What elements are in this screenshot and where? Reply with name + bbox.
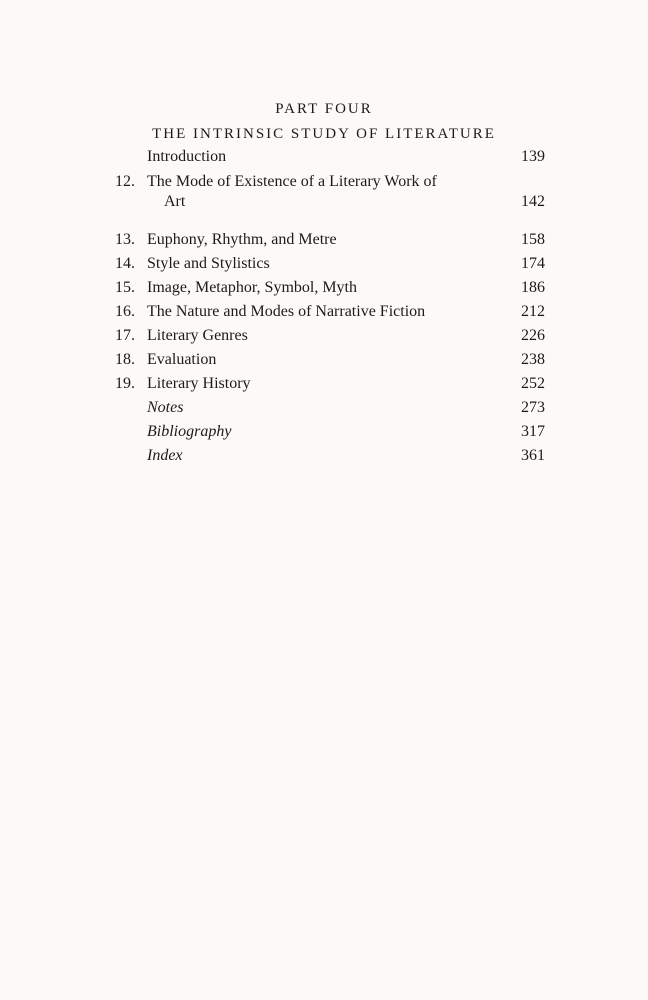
toc-entry-number: 19. bbox=[115, 375, 135, 392]
toc-entry-number: 12. bbox=[115, 173, 135, 190]
toc-entry-page: 317 bbox=[521, 423, 545, 440]
toc-entry-chapter-14 bbox=[115, 255, 545, 279]
part-label: PART FOUR bbox=[275, 101, 373, 117]
toc-entry-number: 14. bbox=[115, 255, 135, 272]
toc-entry-number: 17. bbox=[115, 327, 135, 344]
toc-entry-page: 139 bbox=[521, 148, 545, 165]
toc-entry-page: 238 bbox=[521, 351, 545, 368]
toc-entry-title: Literary Genres bbox=[147, 327, 248, 344]
toc-entry-chapter-15 bbox=[115, 279, 545, 303]
toc-entry-page: 252 bbox=[521, 375, 545, 392]
toc-entry-title: Image, Metaphor, Symbol, Myth bbox=[147, 279, 357, 296]
toc-entry-page: 186 bbox=[521, 279, 545, 296]
toc-entry-number: 18. bbox=[115, 351, 135, 368]
toc-entry-title: Evaluation bbox=[147, 351, 217, 368]
toc-entry-title: Style and Stylistics bbox=[147, 255, 270, 272]
toc-entry-chapter-18 bbox=[115, 351, 545, 375]
toc-entry-title: Literary History bbox=[147, 375, 251, 392]
toc-entry-chapter-16 bbox=[115, 303, 545, 327]
toc-entry-page: 361 bbox=[521, 447, 545, 464]
toc-entry-title: Notes bbox=[147, 399, 184, 416]
toc-entry-page: 158 bbox=[521, 231, 545, 248]
toc-entry-chapter-17 bbox=[115, 327, 545, 351]
toc-entry-page: 273 bbox=[521, 399, 545, 416]
toc-entry-number: 13. bbox=[115, 231, 135, 248]
toc-entry-page: 174 bbox=[521, 255, 545, 272]
toc-entry-chapter-19 bbox=[115, 375, 545, 399]
toc-entry-title: Index bbox=[147, 447, 183, 464]
toc-entry-introduction bbox=[115, 148, 545, 172]
toc-entry-title: Introduction bbox=[147, 148, 227, 165]
toc-entry-notes bbox=[115, 399, 545, 423]
toc-entry-title: Euphony, Rhythm, and Metre bbox=[147, 231, 337, 248]
toc-entry-page: 226 bbox=[521, 327, 545, 344]
toc-entry-page: 142 bbox=[521, 193, 545, 210]
toc-entry-number: 15. bbox=[115, 279, 135, 296]
toc-entry-index bbox=[115, 447, 545, 471]
toc-entry-title-continuation: Art bbox=[164, 193, 186, 210]
toc-entry-chapter-12-continued bbox=[115, 193, 545, 217]
toc-entry-title: The Nature and Modes of Narrative Fiction bbox=[147, 303, 426, 320]
toc-entry-number: 16. bbox=[115, 303, 135, 320]
part-title: THE INTRINSIC STUDY OF LITERATURE bbox=[152, 126, 496, 142]
toc-entry-chapter-13 bbox=[115, 231, 545, 255]
toc-entry-page: 212 bbox=[521, 303, 545, 320]
toc-entry-title: The Mode of Existence of a Literary Work of bbox=[147, 173, 437, 190]
toc-entry-bibliography bbox=[115, 423, 545, 447]
toc-entry-title: Bibliography bbox=[147, 423, 232, 440]
